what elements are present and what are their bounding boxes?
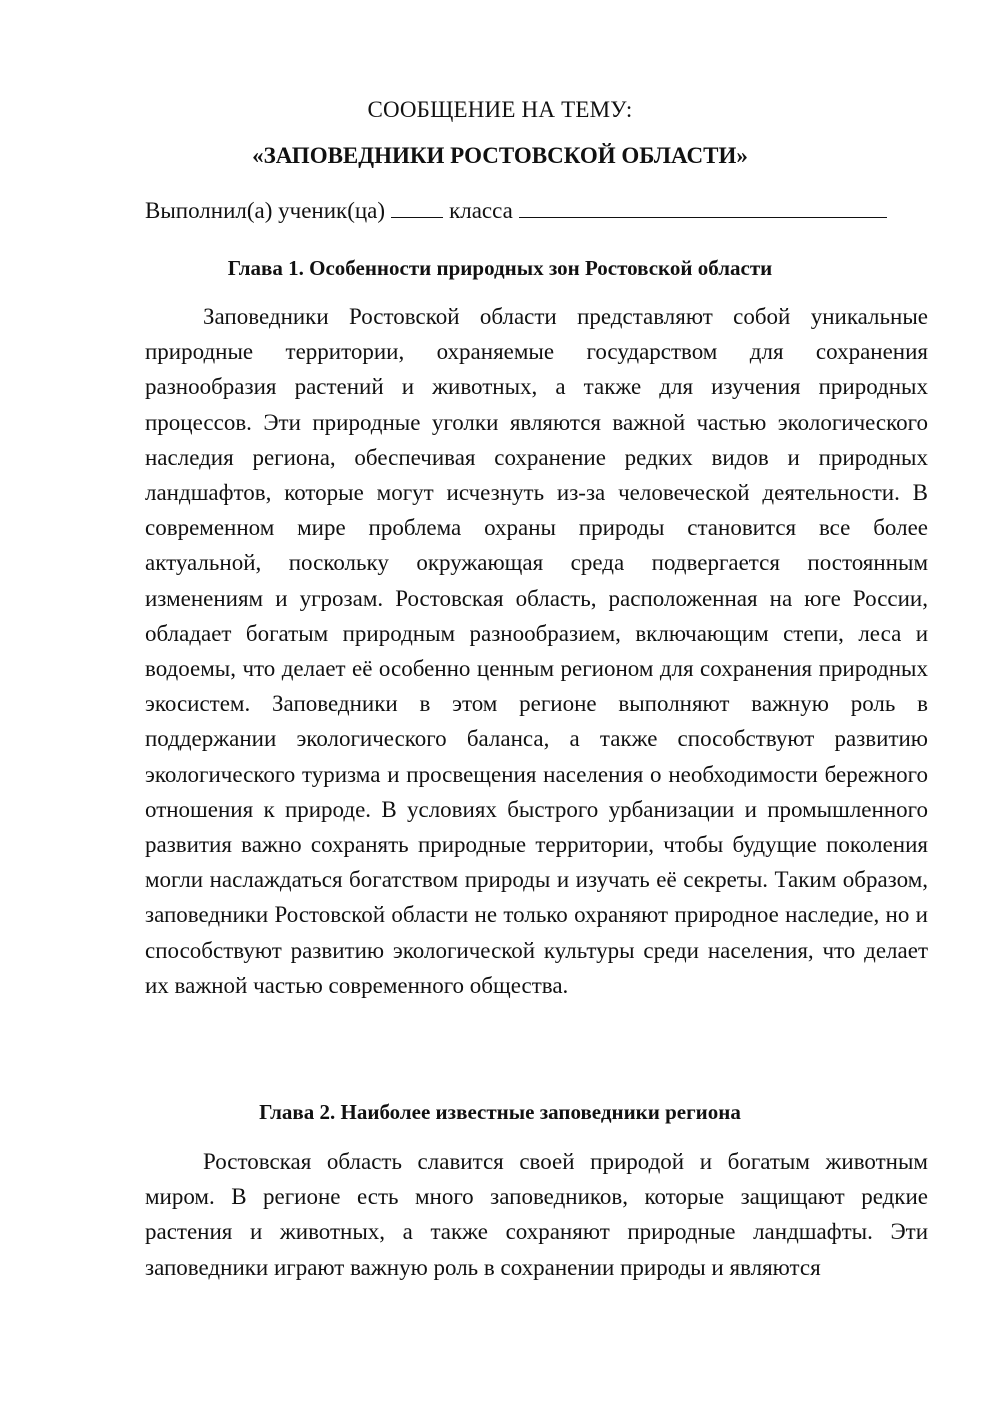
document-title-line-1: СООБЩЕНИЕ НА ТЕМУ:: [367, 97, 633, 122]
chapter-1-heading: Глава 1. Особенности природных зон Ростовской области: [227, 256, 773, 280]
name-blank: [519, 197, 887, 218]
grade-blank: [391, 197, 443, 218]
author-line: [145, 196, 935, 226]
chapter-2-heading: Глава 2. Наиболее известные заповедники региона: [259, 1100, 741, 1124]
document-title-line-2: «ЗАПОВЕДНИКИ РОСТОВСКОЙ ОБЛАСТИ»: [252, 143, 748, 168]
chapter-2-paragraph: Ростовская область славится своей природой и богатым животным миром. В регионе есть много заповедников, которые защищают редкие растения и животных, а также сохраняют природные ландшафты. Эти заповедники играют важную роль в сохранении природы и являются: [145, 1149, 928, 1280]
author-prefix: Выполнил(а) ученик(ца): [145, 198, 386, 223]
chapter-1-paragraph: Заповедники Ростовской области представляют собой уникальные природные территории, охраняемые государством для сохранения разнообразия растений и животных, а также для изучения природных процессов. Эти природные уголки являются важной частью экологического наследия региона, обеспечивая сохранение редких видов и природных ландшафтов, которые могут исчезнуть из-за человеческой деятельности. В современном мире проблема охраны природы становится все более актуальной, поскольку окружающая среда подвергается постоянным изменениям и угрозам. Ростовская область, расположенная на юге России, обладает богатым природным разнообразием, включающим степи, леса и водоемы, что делает её особенно ценным регионом для сохранения природных экосистем. Заповедники в этом регионе выполняют важную роль в поддержании экологического баланса, а также способствуют развитию экологического туризма и просвещения населения о необходимости бережного отношения к природе. В условиях быстрого урбанизации и промышленного развития важно сохранять природные территории, чтобы будущие поколения могли наслаждаться богатством природы и изучать её секреты. Таким образом, заповедники Ростовской области не только охраняют природное наследие, но и способствуют развитию экологической культуры среди населения, что делает их важной частью современного общества.: [145, 304, 928, 998]
author-middle: класса: [449, 198, 513, 223]
